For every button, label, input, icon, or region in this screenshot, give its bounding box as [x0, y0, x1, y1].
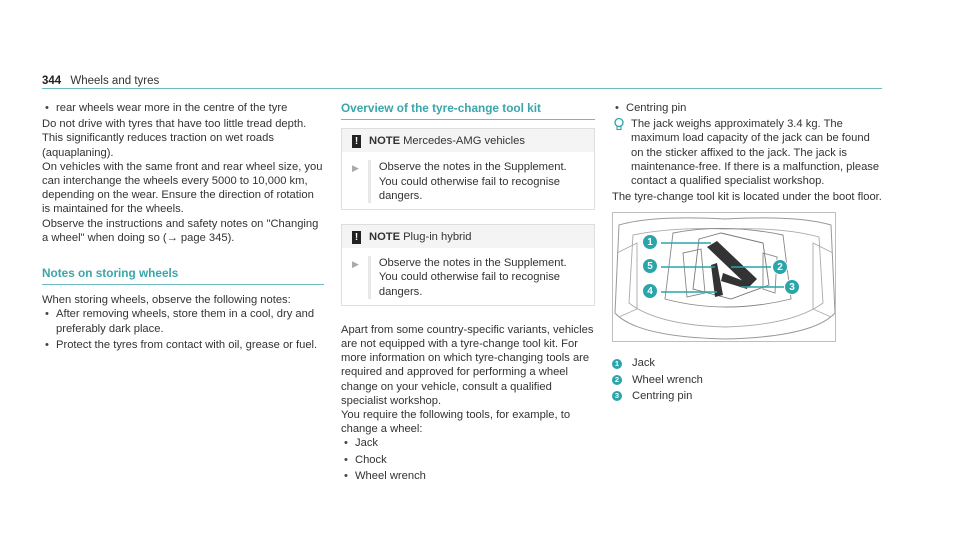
note-body — [342, 152, 594, 209]
paragraph-tool-kit-location: The tyre-change tool kit is located under the boot floor. — [612, 191, 882, 204]
note-box-amg — [341, 128, 595, 210]
legend-item — [612, 389, 882, 403]
paragraph-tread-depth: Do not drive with tyres that have too little tread depth. This significantly reduces traction on wet roads (aquaplaning). — [42, 118, 307, 159]
warning-exclamation-icon: ! — [352, 135, 361, 148]
paragraph-required-tools: You require the following tools, for example, to change a wheel: — [341, 409, 571, 436]
note-header — [342, 225, 594, 248]
legend-number: 3 — [612, 391, 622, 401]
legend-label: Jack — [632, 357, 656, 370]
header-divider — [42, 88, 882, 89]
note-title: Plug-in hybrid — [403, 231, 472, 244]
callout-4: 4 — [642, 283, 658, 299]
section-title-storing-wheels: Notes on storing wheels — [42, 266, 179, 281]
legend-label: Centring pin — [632, 389, 693, 402]
note-label: NOTE — [369, 231, 401, 244]
tool-kit-illustration — [612, 212, 836, 342]
note-title: Mercedes-AMG vehicles — [403, 135, 525, 148]
list-item: • rear wheels wear more in the centre of the tyre — [42, 101, 324, 115]
paragraph-interchange-wheels: On vehicles with the same front and rear wheel size, you can interchange the wheels every 5000 to 10,000 km, depending on the wear. Ensure the direction of rotation is maintained for the wheels. — [42, 160, 323, 216]
page-header-title: Wheels and tyres — [70, 75, 160, 87]
paragraph-tool-kit-variants: Apart from some country-specific variants, vehicles are not equipped with a tyre-change tool kit. For more information on which tyre-changing tools are required and approved for performing a wheel change on your vehicle, consult a qualified specialist workshop. — [341, 323, 594, 407]
legend-label: Wheel wrench — [632, 373, 703, 386]
info-text: The jack weighs approximately 3.4 kg. The maximum load capacity of the jack can be found on the sticker affixed to the jack. The jack is maintenance-free. If there is a malfunction, please contact a qualified specialist workshop. — [631, 118, 880, 188]
note-text: Observe the notes in the Supplement. You could otherwise fail to recognise dangers. — [368, 160, 584, 203]
list-item: • After removing wheels, store them in a cool, dry and preferably dark place. — [42, 307, 324, 335]
note-text: Observe the notes in the Supplement. You could otherwise fail to recognise dangers. — [368, 256, 584, 299]
note-label: NOTE — [369, 135, 401, 148]
note-header — [342, 129, 594, 152]
paragraph-changing-wheel-ref: Observe the instructions and safety notes on "Changing a wheel" when doing so (→ page 345). — [42, 217, 319, 244]
play-arrow-icon: ▶ — [352, 259, 359, 270]
list-item: • Wheel wrench — [341, 469, 595, 483]
section-title-tool-kit: Overview of the tyre-change tool kit — [341, 101, 541, 115]
warning-exclamation-icon: ! — [352, 231, 361, 244]
list-item: • Centring pin — [612, 101, 882, 115]
info-lightbulb-icon — [612, 117, 626, 131]
legend-number: 1 — [612, 359, 622, 369]
list-item: • Chock — [341, 453, 595, 467]
page-number: 344 — [42, 75, 62, 87]
legend-item — [612, 373, 882, 387]
page-header — [42, 74, 159, 88]
play-arrow-icon: ▶ — [352, 163, 359, 174]
callout-1: 1 — [642, 234, 658, 250]
list-item: • Jack — [341, 436, 595, 450]
section-divider — [42, 284, 324, 285]
callout-2: 2 — [772, 259, 788, 275]
callout-3: 3 — [784, 279, 800, 295]
note-body — [342, 248, 594, 305]
info-block — [612, 117, 882, 188]
boot-floor-image — [613, 213, 836, 342]
callout-5: 5 — [642, 258, 658, 274]
note-box-plug-in-hybrid — [341, 224, 595, 306]
paragraph-storing-intro: When storing wheels, observe the following notes: — [42, 294, 291, 307]
section-divider — [341, 119, 595, 120]
column-middle — [341, 101, 595, 485]
legend-item — [612, 356, 882, 370]
column-left — [42, 101, 324, 354]
column-right — [612, 101, 882, 405]
legend-number: 2 — [612, 375, 622, 385]
list-item: • Protect the tyres from contact with oil, grease or fuel. — [42, 338, 324, 352]
